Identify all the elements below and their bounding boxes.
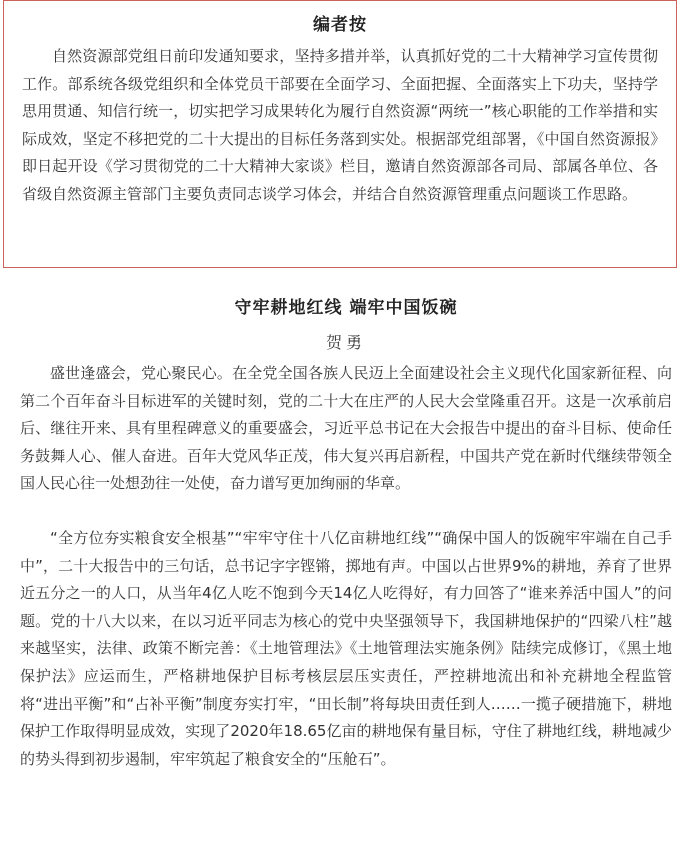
article-paragraph-2: “全方位夯实粮食安全根基”“牢牢守住十八亿亩耕地红线”“确保中国人的饭碗牢牢端在自己手中”，二十大报告中的三句话，总书记字字铿锵，掷地有声。中国以占世界9%的耕地，养育了世界近五分之一的人口，从当年4亿人吃不饱到今天14亿人吃得好，有力回答了“谁来养活中国人”的问题。党的十八大以来，在以习近平同志为核心的党中央坚强领导下，我国耕地保护的“四梁八柱”越来越坚实，法律、政策不断完善：《土地管理法》《土地管理法实施条例》陆续完成修订，《黑土地保护法》应运而生，严格耕地保护目标考核层层压实责任，严控耕地流出和补充耕地全程监管将“进出平衡”和“占补平衡”制度夯实打牢，“田长制”将每块田责任到人……一揽子硬措施下，耕地保护工作取得明显成效，实现了2020年18.65亿亩的耕地保有量目标，守住了耕地红线，耕地减少的势头得到初步遏制，牢牢筑起了粮食安全的“压舱石”。 xyxy=(20,528,672,768)
paragraph-gap xyxy=(20,498,672,525)
editor-note-box xyxy=(3,0,677,268)
editor-note-title: 编者按 xyxy=(313,15,367,35)
article-title: 守牢耕地红线 端牢中国饭碗 xyxy=(234,298,458,318)
article-paragraph-1: 盛世逢盛会，党心聚民心。在全党全国各族人民迈上全面建设社会主义现代化国家新征程、向第二个百年奋斗目标进军的关键时刻，党的二十大在庄严的人民大会堂隆重召开。这是一次承前启后、继往开来、具有里程碑意义的重要盛会，习近平总书记在大会报告中提出的奋斗目标、使命任务鼓舞人心、催人奋进。百年大党风华正茂，伟大复兴再启新程，中国共产党在新时代继续带领全国人民心往一处想劲往一处使，奋力谱写更加绚丽的华章。 xyxy=(20,364,672,493)
article xyxy=(20,296,672,773)
editor-note-text: 自然资源部党组日前印发通知要求，坚持多措并举，认真抓好党的二十大精神学习宣传贯彻工作。部系统各级党组织和全体党员干部要在全面学习、全面把握、全面落实上下功夫，坚持学思用贯通、知信行统一，切实把学习成果转化为履行自然资源“两统一”核心职能的工作举措和实际成效，坚定不移把党的二十大提出的目标任务落到实处。根据部党组部署，《中国自然资源报》即日起开设《学习贯彻党的二十大精神大家谈》栏目，邀请自然资源部各司局、部属各单位、各省级自然资源主管部门主要负责同志谈学习体会，并结合自然资源管理重点问题谈工作思路。 xyxy=(22,47,658,203)
article-author: 贺勇 xyxy=(325,333,366,352)
